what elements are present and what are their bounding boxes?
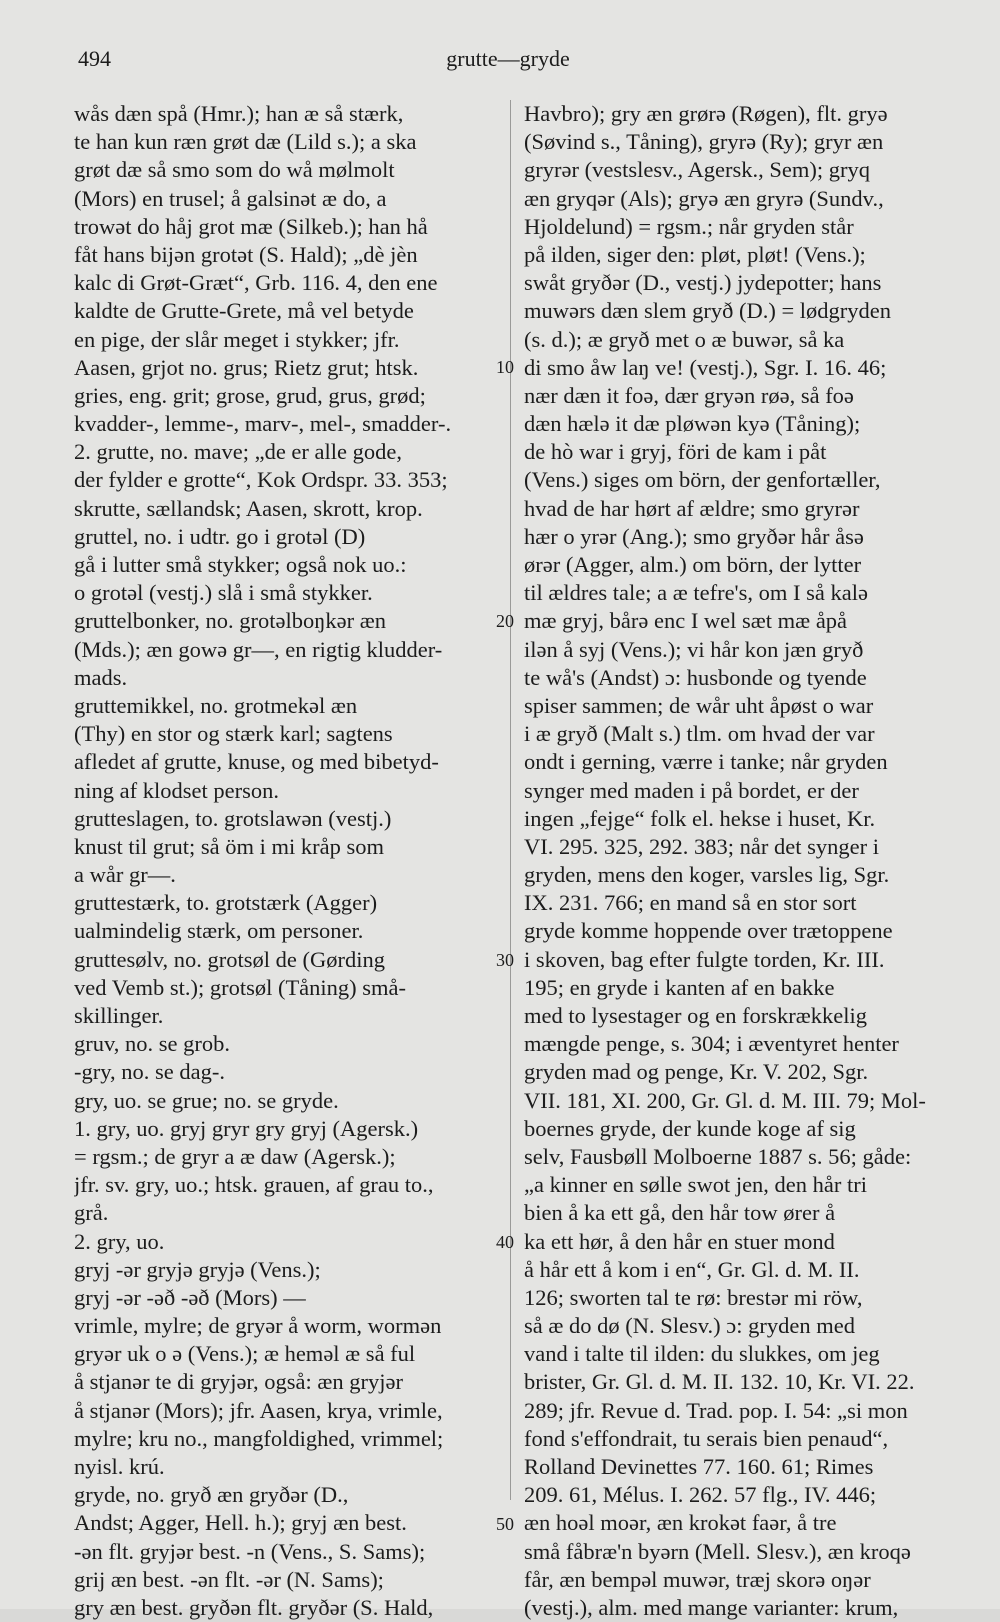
text-line: bien å ka ett gå, den hår tow ører å [524,1200,836,1226]
text-line: gryrər (vestslesv., Agersk., Sem); gryq [524,157,870,183]
text-line: knust til grut; så öm i mi kråp som [74,833,384,859]
text-line: skillinger. [74,1003,164,1028]
text-line: gruttelbonker, no. grotəlboŋkər æn [74,608,387,634]
text-line: (Mds.); æn gowə gr—, en rigtig kludder- [74,636,443,662]
text-line: fåt hans bijən grotət (S. Hald); „dè jèn [74,241,418,267]
text-line: a wår gr—. [74,862,176,888]
text-line: ka ett hør, å den hår en stuer mond [524,1228,835,1254]
page-header [78,46,938,76]
text-line: til ældres tale; a æ tefre's, om I så kalə [524,580,868,606]
text-line: nær dæn it foə, dær gryən røə, så foə [524,382,854,408]
text-line: mængde penge, s. 304; i æventyret henter [524,1031,899,1057]
text-line: i æ gryð (Malt s.) tlm. om hvad der var [524,721,875,747]
text-line: gryden, mens den koger, varsles lig, Sgr. [524,862,890,888]
text-line: (Søvind s., Tåning), gryrə (Ry); gryr æn [524,129,884,155]
text-line: gryde komme hoppende over trætoppene [524,918,893,944]
text-line: Rolland Devinettes 77. 160. 61; Rimes [524,1454,874,1479]
text-line: i skoven, bag efter fulgte torden, Kr. III. [524,946,885,972]
text-line: te han kun ræn grøt dæ (Lild s.); a ska [74,129,417,155]
text-line: æn hoəl moər, æn krokət faər, å tre [524,1510,837,1536]
text-line: hær o yrər (Ang.); smo gryðər hår åsə [524,523,864,549]
text-line: mylre; kru no., mangfoldighed, vrimmel; [74,1425,444,1451]
text-line: gå i lutter små stykker; også nok uo.: [74,552,407,577]
text-line: vand i talte til ilden: du slukkes, om jeg [524,1341,880,1367]
text-line: VII. 181, XI. 200, Gr. Gl. d. M. III. 79; Mol- [524,1087,926,1113]
text-line: mads. [74,664,128,690]
running-head: grutte—gryde [446,46,570,71]
text-line: å stjanər (Mors); jfr. Aasen, krya, vrimle, [74,1397,443,1423]
text-line: gryj -ər gryjə gryjə (Vens.); [74,1256,321,1282]
text-line: ondt i gerning, værre i tanke; når gryden [524,749,888,775]
text-line: kvadder-, lemme-, marv-, mel-, smadder-. [74,411,452,437]
text-line: gruv, no. se grob. [74,1031,231,1057]
line-number: 20 [496,611,514,631]
text-line: di smo åw laŋ ve! (vestj.), Sgr. I. 16. 46; [524,354,887,380]
text-line: gruttemikkel, no. grotmekəl æn [74,692,358,718]
line-number: 50 [496,1514,514,1534]
text-line: afledet af grutte, knuse, og med bibetyd- [74,749,439,775]
text-line: wås dæn spå (Hmr.); han æ så stærk, [74,101,404,126]
text-line: gry æn best. gryðən flt. gryðər (S. Hald, [74,1594,434,1620]
text-line: „a kinner en sølle swot jen, den hår tri [524,1172,868,1198]
text-line: ved Vemb st.); grotsøl (Tåning) små- [74,974,407,1000]
text-line: Hjoldelund) = rgsm.; når gryden står [524,213,854,239]
text-line: med to lysestager og en forskrækkelig [524,1003,868,1028]
text-line: muwərs dæn slem gryð (D.) = lødgryden [524,298,892,324]
text-line: så æ do dø (N. Slesv.) ɔ: gryden med [524,1313,855,1339]
text-line: 209. 61, Mélus. I. 262. 57 flg., IV. 446; [524,1482,877,1508]
text-line: (vestj.), alm. med mange varianter: krum, [524,1594,899,1620]
text-line: (Thy) en stor og stærk karl; sagtens [74,721,393,747]
text-line: ualmindelig stærk, om personer. [74,918,364,944]
text-line: brister, Gr. Gl. d. M. II. 132. 10, Kr. VI. 22. [524,1369,915,1395]
text-line: o grotəl (vestj.) slå i små stykker. [74,580,373,606]
text-line: vrimle, mylre; de gryər å worm, wormən [74,1313,442,1339]
text-line: -gry, no. se dag-. [74,1059,225,1085]
text-line: grutteslagen, to. grotslawən (vestj.) [74,805,392,831]
text-line: ilən å syj (Vens.); vi hår kon jæn gryð [524,636,864,662]
right-column [524,100,960,1622]
text-line: nyisl. krú. [74,1454,165,1479]
text-line: 195; en gryde i kanten af en bakke [524,974,835,1000]
text-line: 126; sworten tal te rø: brestər mi röw, [524,1284,863,1310]
text-line: 289; jfr. Revue d. Trad. pop. I. 54: „si mon [524,1397,908,1423]
text-line: (s. d.); æ gryð met o æ buwər, så ka [524,326,845,352]
text-line: trowət do håj grot mæ (Silkeb.); han hå [74,213,428,239]
column-divider [510,100,511,1500]
text-line: ingen „fejge“ folk el. hekse i huset, Kr. [524,805,876,831]
text-line: gruttesølv, no. grotsøl de (Gørding [74,946,386,972]
text-line: fond s'effondrait, tu serais bien penaud“, [524,1425,889,1451]
text-line: å stjanər te di gryjər, også: æn gryjər [74,1369,403,1395]
text-line: på ilden, siger den: pløt, pløt! (Vens.); [524,241,866,267]
text-line: de hò war i gryj, föri de kam i påt [524,439,827,465]
text-line: grij æn best. -ən flt. -ər (N. Sams); [74,1566,384,1592]
text-line: små fåbræ'n byərn (Mell. Slesv.), æn kroqə [524,1538,911,1564]
text-line: ørər (Agger, alm.) om börn, der lytter [524,552,862,577]
text-line: mæ gryj, bårə enc I wel sæt mæ åpå [524,608,848,634]
left-column [74,100,498,1622]
text-line: 2. grutte, no. mave; „de er alle gode, [74,439,402,465]
line-number: 30 [496,950,514,970]
text-line: swåt gryðər (D., vestj.) jydepotter; hans [524,270,882,296]
text-line: hvad de har hørt af ældre; smo gryrər [524,495,860,521]
text-line: gruttel, no. i udtr. go i grotəl (D) [74,523,366,549]
text-line: en pige, der slår meget i stykker; jfr. [74,326,400,352]
line-number: 10 [496,357,514,377]
text-line: gryde, no. gryð æn gryðər (D., [74,1482,349,1508]
line-number: 40 [496,1232,514,1252]
text-line: å hår ett å kom i en“, Gr. Gl. d. M. II. [524,1256,860,1282]
text-line: 1. gry, uo. gryj gryr gry gryj (Agersk.) [74,1115,419,1141]
text-line: = rgsm.; de gryr a æ daw (Agersk.); [74,1143,396,1169]
text-line: gries, eng. grit; grose, grud, grus, grød; [74,382,426,408]
text-line: gryər uk o ə (Vens.); æ heməl æ så ful [74,1341,416,1367]
text-line: Havbro); gry æn grørə (Røgen), flt. gryə [524,101,888,126]
text-line: dæn hælə it dæ pløwən kyə (Tåning); [524,411,861,437]
text-line: VI. 295. 325, 292. 383; når det synger i [524,833,879,859]
text-line: te wå's (Andst) ɔ: husbonde og tyende [524,664,867,690]
text-line: (Vens.) siges om börn, der genfortæller, [524,467,881,493]
text-line: 2. gry, uo. [74,1228,165,1254]
text-line: -ən flt. gryjər best. -n (Vens., S. Sams); [74,1538,426,1564]
text-line: synger med maden i på bordet, er der [524,777,859,803]
text-line: selv, Fausbøll Molboerne 1887 s. 56; gåde: [524,1143,912,1169]
text-line: grå. [74,1200,109,1226]
text-line: jfr. sv. gry, uo.; htsk. grauen, af grau to., [74,1172,434,1198]
text-line: Andst; Agger, Hell. h.); gryj æn best. [74,1510,407,1536]
text-line: gryj -ər -əð -əð (Mors) — [74,1284,306,1310]
text-line: æn gryqər (Als); gryə æn gryrə (Sundv., [524,185,884,211]
text-line: får, æn bempəl muwər, træj skorə oŋər [524,1566,871,1592]
page-number: 494 [78,46,111,71]
text-line: kaldte de Grutte-Grete, må vel betyde [74,298,414,324]
text-line: (Mors) en trusel; å galsinət æ do, a [74,185,387,211]
text-line: boernes gryde, der kunde koge af sig [524,1115,856,1141]
text-line: ning af klodset person. [74,777,279,803]
text-line: grøt dæ så smo som do wå mølmolt [74,157,395,183]
text-line: spiser sammen; de wår uht åpøst o war [524,692,874,718]
text-line: gryden mad og penge, Kr. V. 202, Sgr. [524,1059,869,1085]
text-line: skrutte, sællandsk; Aasen, skrott, krop. [74,495,423,521]
text-line: kalc di Grøt-Græt“, Grb. 116. 4, den ene [74,270,438,296]
text-line: Aasen, grjot no. grus; Rietz grut; htsk. [74,354,419,380]
text-line: IX. 231. 766; en mand så en stor sort [524,890,857,916]
text-line: gry, uo. se grue; no. se gryde. [74,1087,339,1113]
text-line: gruttestærk, to. grotstærk (Agger) [74,890,378,916]
text-line: der fylder e grotte“, Kok Ordspr. 33. 353; [74,467,448,493]
